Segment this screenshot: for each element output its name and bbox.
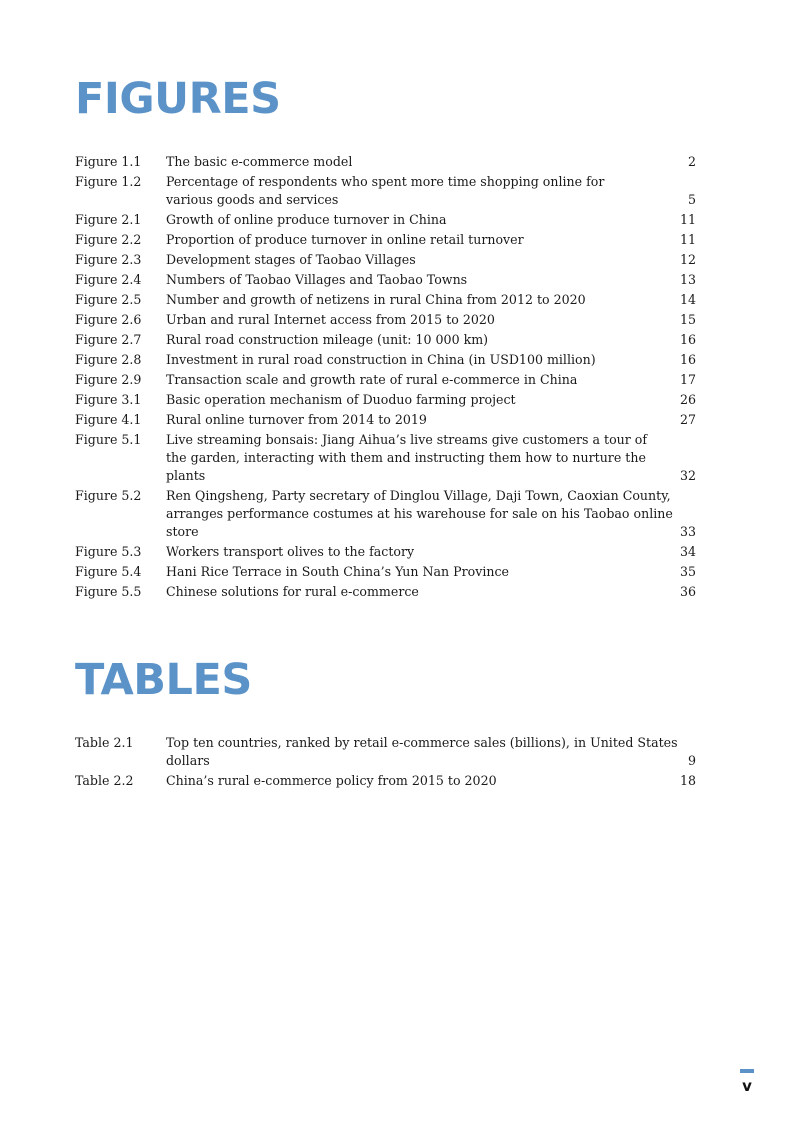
entry-page: 14: [679, 292, 696, 307]
entry-title: Number and growth of netizens in rural China from 2012 to 2020: [166, 292, 586, 307]
entry-title: Percentage of respondents who spent more time shopping online for various goods and services: [166, 174, 605, 207]
entry-page: 5: [687, 192, 696, 207]
list-item[interactable]: [75, 291, 696, 309]
entry-page: 9: [687, 753, 696, 768]
entry-title: Ren Qingsheng, Party secretary of Dinglou Village, Daji Town, Caoxian County, arranges performance costumes at his warehouse for sale on his Taobao online store: [166, 488, 673, 539]
entry-label: Figure 2.9: [75, 372, 142, 387]
figures-heading: FIGURES: [75, 74, 281, 124]
list-item[interactable]: [75, 583, 696, 601]
entry-page: 12: [679, 252, 696, 267]
entry-title: Basic operation mechanism of Duoduo farming project: [166, 392, 516, 407]
accent-bar: [740, 1069, 754, 1073]
list-item[interactable]: [75, 331, 696, 349]
entry-label: Figure 2.3: [75, 252, 142, 267]
entry-page: 33: [679, 524, 696, 539]
entry-label: Figure 5.5: [75, 584, 142, 599]
page-number: v: [742, 1077, 752, 1095]
list-item[interactable]: [75, 411, 696, 429]
list-item[interactable]: [75, 173, 696, 209]
list-item[interactable]: [75, 351, 696, 369]
list-item[interactable]: [75, 371, 696, 389]
entry-label: Table 2.2: [75, 773, 134, 788]
entry-page: 13: [679, 272, 696, 287]
entry-page: 36: [679, 584, 696, 599]
entry-label: Figure 3.1: [75, 392, 142, 407]
entry-title: Development stages of Taobao Villages: [166, 252, 416, 267]
list-item[interactable]: [75, 772, 696, 790]
entry-page: 11: [679, 212, 696, 227]
entry-page: 2: [687, 154, 696, 169]
entry-page: 32: [679, 468, 696, 483]
entry-title: Growth of online produce turnover in China: [166, 212, 447, 227]
list-item[interactable]: [75, 271, 696, 289]
list-item[interactable]: [75, 311, 696, 329]
list-item[interactable]: [75, 734, 696, 770]
entry-page: 35: [679, 564, 696, 579]
entry-label: Figure 5.1: [75, 432, 142, 447]
entry-title: Top ten countries, ranked by retail e-commerce sales (billions), in United States dollars: [166, 735, 678, 768]
entry-page: 17: [679, 372, 696, 387]
entry-title: Rural online turnover from 2014 to 2019: [166, 412, 427, 427]
entry-title: Live streaming bonsais: Jiang Aihua’s live streams give customers a tour of the garden, interacting with them and instructing them how to nurture the plants: [166, 432, 648, 483]
entry-title: Hani Rice Terrace in South China’s Yun Nan Province: [166, 564, 510, 579]
entry-label: Figure 1.1: [75, 154, 142, 169]
entry-label: Figure 5.4: [75, 564, 142, 579]
tables-list: [75, 734, 696, 792]
entry-title: Rural road construction mileage (unit: 10 000 km): [166, 332, 489, 347]
entry-page: 27: [679, 412, 696, 427]
list-item[interactable]: [75, 431, 696, 485]
entry-page: 18: [679, 773, 696, 788]
entry-label: Figure 2.6: [75, 312, 142, 327]
entry-page: 16: [679, 352, 696, 367]
entry-label: Figure 2.2: [75, 232, 142, 247]
entry-title: Chinese solutions for rural e-commerce: [166, 584, 419, 599]
entry-label: Figure 2.4: [75, 272, 142, 287]
list-item[interactable]: [75, 391, 696, 409]
entry-title: The basic e-commerce model: [166, 154, 353, 169]
entry-page: 26: [679, 392, 696, 407]
figures-list: [75, 153, 696, 603]
entry-label: Figure 4.1: [75, 412, 142, 427]
list-item[interactable]: [75, 487, 696, 541]
entry-label: Table 2.1: [75, 735, 134, 750]
entry-page: 34: [679, 544, 696, 559]
entry-title: Proportion of produce turnover in online retail turnover: [166, 232, 524, 247]
entry-title: China’s rural e-commerce policy from 2015 to 2020: [166, 773, 497, 788]
page-number-marker: [740, 1069, 754, 1094]
entry-title: Numbers of Taobao Villages and Taobao Towns: [166, 272, 468, 287]
entry-label: Figure 2.1: [75, 212, 142, 227]
list-item[interactable]: [75, 211, 696, 229]
entry-page: 11: [679, 232, 696, 247]
entry-label: Figure 1.2: [75, 174, 142, 189]
tables-heading: TABLES: [75, 655, 252, 705]
entry-page: 16: [679, 332, 696, 347]
list-item[interactable]: [75, 231, 696, 249]
list-item[interactable]: [75, 563, 696, 581]
entry-title: Investment in rural road construction in China (in USD100 million): [166, 352, 596, 367]
entry-title: Urban and rural Internet access from 2015 to 2020: [166, 312, 495, 327]
list-item[interactable]: [75, 543, 696, 561]
entry-title: Transaction scale and growth rate of rural e-commerce in China: [166, 372, 578, 387]
entry-label: Figure 5.2: [75, 488, 142, 503]
entry-label: Figure 5.3: [75, 544, 142, 559]
entry-title: Workers transport olives to the factory: [166, 544, 415, 559]
entry-label: Figure 2.8: [75, 352, 142, 367]
list-item[interactable]: [75, 251, 696, 269]
entry-page: 15: [679, 312, 696, 327]
list-item[interactable]: [75, 153, 696, 171]
entry-label: Figure 2.7: [75, 332, 142, 347]
entry-label: Figure 2.5: [75, 292, 142, 307]
